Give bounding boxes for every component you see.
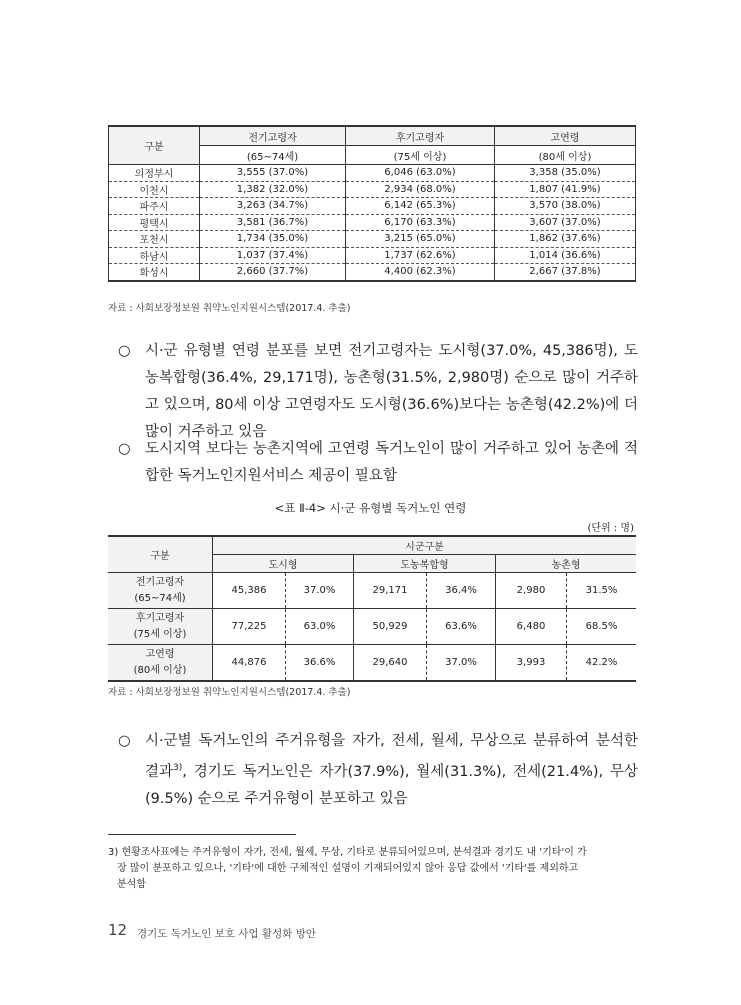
- paragraph-text: 시·군 유형별 연령 분포를 보면 전기고령자는 도시형(37.0%, 45,386명), 도농복합형(36.4%, 29,171명), 농촌형(31.5%, 2,980명) 순으로 많이 거주하고 있으며, 80세 이상 고연령자도 도시형(36.6%)보다는 농촌형(42.2%)에 더 많이 거주하고 있음: [145, 343, 638, 440]
- percent-cell: 31.5%: [567, 573, 637, 609]
- early-elderly-cell: 1,037 (37.4%): [200, 247, 346, 264]
- table1-header-late: 후기고령자: [346, 126, 495, 146]
- city-name: 파주시: [109, 198, 200, 215]
- old-elderly-cell: 1,014 (36.6%): [495, 247, 636, 264]
- early-elderly-cell: 3,263 (34.7%): [200, 198, 346, 215]
- table-row: [108, 609, 636, 645]
- early-elderly-cell: 2,660 (37.7%): [200, 264, 346, 281]
- early-elderly-cell: 1,734 (35.0%): [200, 231, 346, 248]
- late-elderly-cell: 4,400 (62.3%): [346, 264, 495, 281]
- row-label-sub: (75세 이상): [133, 628, 187, 640]
- running-head: 경기도 독거노인 보호 사업 활성화 방안: [137, 928, 316, 940]
- row-label: [108, 573, 213, 609]
- table2-group-rural: 농촌형: [496, 555, 637, 573]
- table2-unit: (단위 : 명): [587, 523, 634, 534]
- table1-subheader-early: (65~74세): [200, 146, 346, 165]
- footnote-ref: 3): [173, 763, 183, 773]
- row-label-sub: (65~74세): [134, 592, 186, 604]
- table2-group-urban: 도시형: [213, 555, 354, 573]
- row-label-main: 고연령: [145, 648, 175, 660]
- percent-cell: 63.6%: [427, 609, 496, 645]
- footnote-line: 3) 현황조사표에는 주거유형이 자가, 전세, 월세, 무상, 기타로 분류되어있으며, 분석결과 경기도 내 '기타'이 가: [108, 847, 587, 858]
- city-name: 포천시: [109, 231, 200, 248]
- old-elderly-cell: 1,862 (37.6%): [495, 231, 636, 248]
- table2-caption: <표 Ⅱ-4> 시·군 유형별 독거노인 연령: [274, 501, 467, 515]
- early-elderly-cell: 1,382 (32.0%): [200, 181, 346, 198]
- table-row: [109, 231, 636, 248]
- percent-cell: 36.6%: [286, 645, 354, 682]
- table-row: [109, 181, 636, 198]
- count-cell: 44,876: [213, 645, 286, 682]
- row-label-main: 후기고령자: [135, 612, 185, 624]
- paragraph-text: [145, 728, 638, 813]
- bullet-circle: ○: [118, 733, 131, 749]
- late-elderly-cell: 1,737 (62.6%): [346, 247, 495, 264]
- bullet-circle: ○: [118, 441, 131, 457]
- table-row: [109, 247, 636, 264]
- footnote-divider: [108, 834, 296, 835]
- table1-subheader-late: (75세 이상): [346, 146, 495, 165]
- late-elderly-cell: 6,170 (63.3%): [346, 214, 495, 231]
- early-elderly-cell: 3,555 (37.0%): [200, 165, 346, 182]
- count-cell: 45,386: [213, 573, 286, 609]
- paragraph-text-before: 시·군별 독거노인의 주거유형을 자가, 전세, 월세, 무상으로 분류하여 분석한 결과: [145, 733, 638, 780]
- footnote-line: 분석함: [117, 879, 146, 890]
- table-row: [109, 264, 636, 281]
- table2-source: 자료 : 사회보장정보원 취약노인지원시스템(2017.4. 추출): [108, 687, 351, 698]
- table-row: [109, 198, 636, 215]
- table-row: [108, 573, 636, 609]
- percent-cell: 42.2%: [585, 656, 618, 668]
- table-row: [108, 645, 636, 682]
- bullet-circle: ○: [118, 343, 131, 359]
- table1-header-early: 전기고령자: [200, 126, 346, 146]
- footnote-line: 장 많이 분포하고 있으나, '기타'에 대한 구체적인 설명이 기재되어있지 않아 응답 값에서 '기타'를 제외하고: [117, 863, 579, 874]
- city-name: 화성시: [139, 268, 169, 280]
- page-number: 12: [108, 921, 128, 939]
- percent-cell: 36.4%: [427, 573, 496, 609]
- late-elderly-cell: 6,142 (65.3%): [346, 198, 495, 215]
- row-label: [108, 609, 213, 645]
- old-elderly-cell: 3,570 (38.0%): [495, 198, 636, 215]
- footnote: [108, 845, 638, 893]
- table1-subheader-old: (80세 이상): [495, 146, 636, 165]
- late-elderly-cell: 2,934 (68.0%): [346, 181, 495, 198]
- late-elderly-cell: 3,215 (65.0%): [346, 231, 495, 248]
- row-label: [108, 645, 213, 682]
- paragraph-text-after: , 경기도 독거노인은 자가(37.9%), 월세(31.3%), 전세(21.4%), 무상(9.5%) 순으로 주거유형이 분포하고 있음: [145, 763, 638, 807]
- count-cell: 2,980: [496, 573, 567, 609]
- table2-col-label: 구분: [108, 536, 213, 573]
- paragraph-text: 도시지역 보다는 농촌지역에 고연령 독거노인이 많이 거주하고 있어 농촌에 적합한 독거노인지원서비스 제공이 필요함: [145, 441, 638, 484]
- percent-cell: 37.0%: [427, 645, 496, 682]
- early-elderly-cell: 3,581 (36.7%): [200, 214, 346, 231]
- old-elderly-cell: 1,807 (41.9%): [495, 181, 636, 198]
- old-elderly-cell: 3,607 (37.0%): [495, 214, 636, 231]
- count-cell: 50,929: [354, 609, 427, 645]
- count-cell: 29,171: [354, 573, 427, 609]
- old-elderly-cell: 2,667 (37.8%): [495, 264, 636, 281]
- count-cell: 77,225: [213, 609, 286, 645]
- city-name: 평택시: [109, 214, 200, 231]
- row-label-main: 전기고령자: [135, 576, 185, 588]
- table2-group-mixed: 도농복합형: [354, 555, 496, 573]
- row-label-sub: (80세 이상): [133, 664, 187, 676]
- count-cell: 3,993: [496, 645, 567, 682]
- paragraph-housing-type: [118, 728, 638, 813]
- city-name: 하남시: [109, 247, 200, 264]
- table1-source: 자료 : 사회보장정보원 취약노인지원시스템(2017.4. 추출): [108, 303, 351, 314]
- elderly-by-region-type-table: [108, 535, 636, 682]
- paragraph-rural-need: [118, 436, 638, 490]
- count-cell: 29,640: [354, 645, 427, 682]
- percent-cell: 63.0%: [286, 609, 354, 645]
- city-name: 의정부시: [109, 165, 200, 182]
- count-cell: 6,480: [496, 609, 567, 645]
- table2-group-label: 시군구분: [213, 536, 637, 555]
- elderly-by-city-table: [108, 125, 636, 282]
- table-row: [109, 214, 636, 231]
- paragraph-age-distribution: [118, 338, 638, 446]
- city-name: 이천시: [109, 181, 200, 198]
- table1-col-label: 구분: [109, 126, 200, 165]
- old-elderly-cell: 3,358 (35.0%): [495, 165, 636, 182]
- table-row: [109, 165, 636, 182]
- late-elderly-cell: 6,046 (63.0%): [346, 165, 495, 182]
- percent-cell: 37.0%: [286, 573, 354, 609]
- table1-header-old: 고연령: [495, 126, 636, 146]
- percent-cell: 68.5%: [567, 609, 637, 645]
